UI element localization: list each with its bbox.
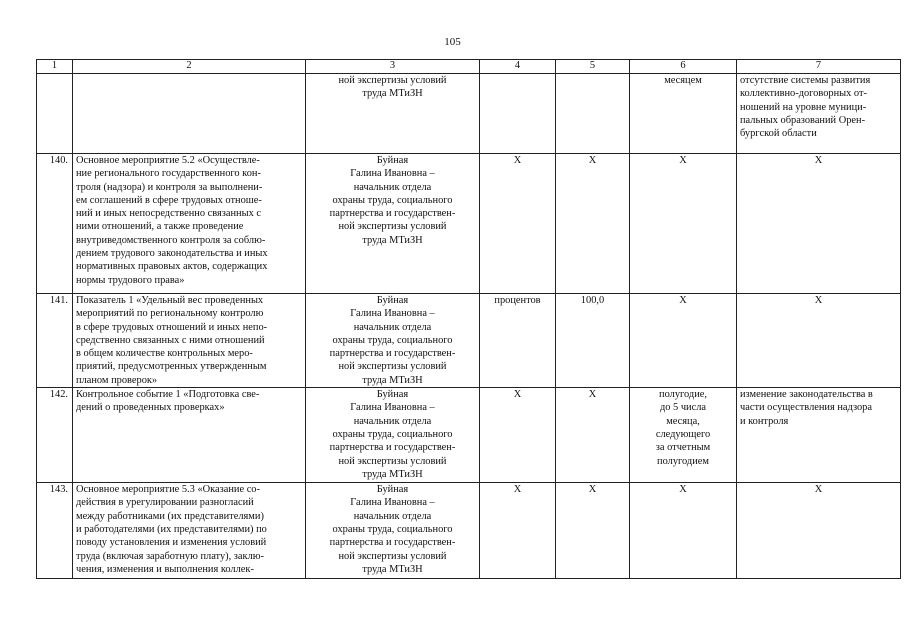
term-cell: Х <box>630 294 737 388</box>
event-name: Основное мероприятие 5.3 «Оказание со- действия в урегулировании разногласий между работниками (их представителями) и работодателями (их представителями) по поводу установления и изменения условий труда (включая заработную плату), заклю- чения, изменения и выполнения коллек- <box>73 483 306 579</box>
table-row <box>37 483 901 579</box>
risk-cell: Х <box>737 294 901 388</box>
responsible-person: Буйная Галина Ивановна – начальник отдела охраны труда, социального партнерства и государствен- ной экспертизы условий труда МТиЗН <box>306 483 480 579</box>
value-cell: Х <box>556 388 630 483</box>
responsible-person: ной экспертизы условий труда МТиЗН <box>306 74 480 154</box>
row-number <box>37 74 73 154</box>
risk-cell: изменение законодательства в части осуществления надзора и контроля <box>737 388 901 483</box>
unit-cell: Х <box>480 388 556 483</box>
term-cell: полугодие, до 5 числа месяца, следующего за отчетным полугодием <box>630 388 737 483</box>
responsible-person: Буйная Галина Ивановна – начальник отдела охраны труда, социального партнерства и государствен- ной экспертизы условий труда МТиЗН <box>306 154 480 294</box>
responsible-person: Буйная Галина Ивановна – начальник отдела охраны труда, социального партнерства и государствен- ной экспертизы условий труда МТиЗН <box>306 294 480 388</box>
value-cell <box>556 74 630 154</box>
event-name: Контрольное событие 1 «Подготовка све- дений о проведенных проверках» <box>73 388 306 483</box>
column-header: 3 <box>306 60 480 74</box>
row-number: 140. <box>37 154 73 294</box>
event-name <box>73 74 306 154</box>
page-number: 105 <box>444 36 461 48</box>
value-cell: Х <box>556 483 630 579</box>
risk-cell: Х <box>737 154 901 294</box>
table-row <box>37 74 901 154</box>
unit-cell: Х <box>480 154 556 294</box>
row-number: 141. <box>37 294 73 388</box>
row-number: 143. <box>37 483 73 579</box>
column-header: 1 <box>37 60 73 74</box>
column-header: 7 <box>737 60 901 74</box>
term-cell: месяцем <box>630 74 737 154</box>
column-number-row <box>37 60 901 74</box>
value-cell: Х <box>556 154 630 294</box>
term-cell: Х <box>630 483 737 579</box>
table-row <box>37 294 901 388</box>
event-name: Основное мероприятие 5.2 «Осуществле- ние регионального государственного кон- троля (надзора) и контроля за выполнени- ем соглашений в сфере трудовых отноше- ний и иных непосредственно связанных с ними отношений, а также проведение внутриведомственного контроля за соблю- дением трудового законодательства и иных нормативных правовых актов, содержащих нормы трудового права» <box>73 154 306 294</box>
risk-cell: Х <box>737 483 901 579</box>
term-cell: Х <box>630 154 737 294</box>
unit-cell: Х <box>480 483 556 579</box>
column-header: 6 <box>630 60 737 74</box>
risk-cell: отсутствие системы развития коллективно-договорных от- ношений на уровне муници- пальных образований Орен- бургской области <box>737 74 901 154</box>
event-name: Показатель 1 «Удельный вес проведенных мероприятий по региональному контролю в сфере трудовых отношений и иных непо- средственно связанных с ними отношений в общем количестве контрольных меро- приятий, предусмотренных утвержденным планом проверок» <box>73 294 306 388</box>
plan-table <box>36 59 901 579</box>
unit-cell: процентов <box>480 294 556 388</box>
responsible-person: Буйная Галина Ивановна – начальник отдела охраны труда, социального партнерства и государствен- ной экспертизы условий труда МТиЗН <box>306 388 480 483</box>
row-number: 142. <box>37 388 73 483</box>
column-header: 4 <box>480 60 556 74</box>
value-cell: 100,0 <box>556 294 630 388</box>
table-row <box>37 388 901 483</box>
column-header: 5 <box>556 60 630 74</box>
table-row <box>37 154 901 294</box>
unit-cell <box>480 74 556 154</box>
column-header: 2 <box>73 60 306 74</box>
